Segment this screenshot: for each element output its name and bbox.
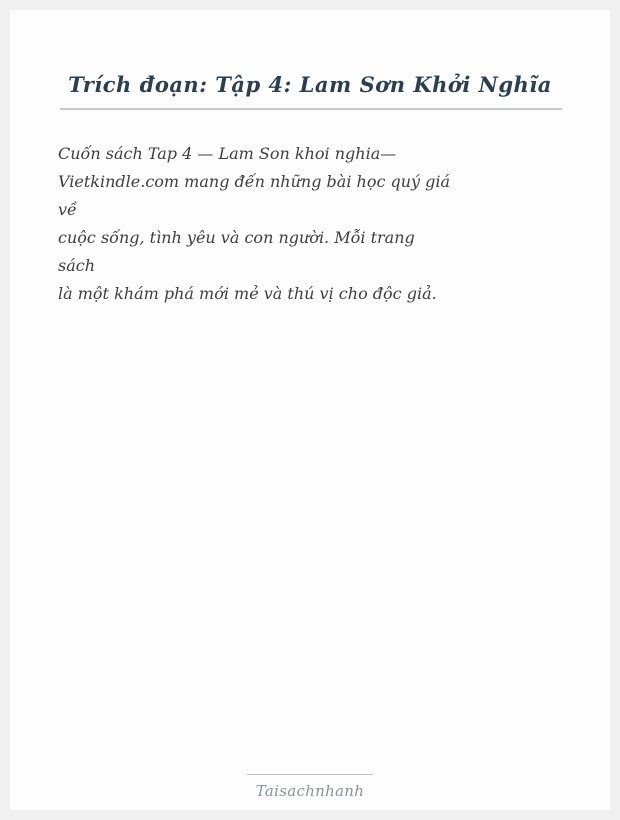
excerpt-body bbox=[58, 140, 570, 308]
document-page bbox=[10, 10, 610, 810]
footer-divider bbox=[247, 774, 373, 775]
excerpt-line: là một khám phá mới mẻ và thú vị cho độc giả. bbox=[58, 284, 437, 303]
title-divider bbox=[60, 108, 562, 110]
footer-brand: Taisachnhanh bbox=[255, 782, 365, 800]
page-title: Trích đoạn: Tập 4: Lam Sơn Khởi Nghĩa bbox=[68, 72, 552, 97]
excerpt-line: Cuốn sách Tap 4 — Lam Son khoi nghia— bbox=[58, 144, 397, 163]
excerpt-line: Vietkindle.com mang đến những bài học quý giá bbox=[58, 172, 451, 191]
page-footer bbox=[10, 774, 610, 800]
excerpt-line: cuộc sống, tình yêu và con người. Mỗi trang bbox=[58, 228, 415, 247]
excerpt-line: về bbox=[58, 200, 77, 219]
excerpt-line: sách bbox=[58, 256, 96, 275]
